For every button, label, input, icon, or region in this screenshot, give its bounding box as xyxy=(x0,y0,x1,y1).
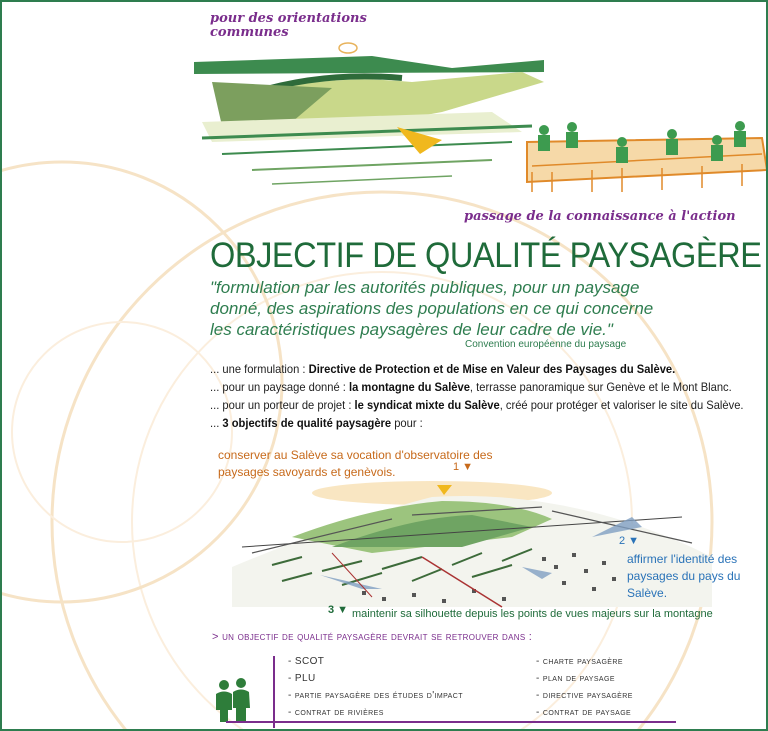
list-item: ... 3 objectifs de qualité paysagère pour : xyxy=(210,416,423,430)
definition-items xyxy=(210,360,755,432)
list-item: ... pour un paysage donné : la montagne du Salève, terrasse panoramique sur Genève et le Mont Blanc. xyxy=(210,380,732,394)
definition-quote: "formulation par les autorités publiques, pour un paysage donné, des aspirations des populations en ce qui concerne les caractéristiques paysagères de leur cadre de vie." xyxy=(210,278,654,339)
list-item: - directive paysagère xyxy=(536,690,633,701)
list-item: - contrat de paysage xyxy=(536,707,632,718)
objective-2-marker: 2 ▼ xyxy=(619,535,640,547)
objective-3-text: maintenir sa silhouette depuis les points de vues majeurs sur la montagne xyxy=(352,608,713,620)
list-item: - PLU xyxy=(288,673,316,684)
divider-horizontal xyxy=(226,721,676,723)
list-item: - plan de paysage xyxy=(536,673,615,684)
objective-2-text: affirmer l'identité des paysages du pays du Salève. xyxy=(627,552,741,600)
objective-1-marker: 1 ▼ xyxy=(453,461,474,473)
documents-list-right xyxy=(536,653,633,721)
landscape-meeting-illustration xyxy=(192,42,768,207)
quote-source: Convention européenne du paysage xyxy=(465,339,627,350)
header-subtitle-bottom: passage de la connaissance à l'action xyxy=(464,209,736,224)
list-item: - partie paysagère des études d'impact xyxy=(288,690,463,701)
list-item: ... une formulation : Directive de Protection et de Mise en Valeur des Paysages du Salève. xyxy=(210,362,676,376)
objective-3-marker: 3 ▼ xyxy=(328,604,349,616)
documents-list-left xyxy=(288,653,463,721)
list-item: - SCOT xyxy=(288,656,325,667)
header-subtitle-top: pour des orientations communes xyxy=(210,11,367,40)
objective-1-text: conserver au Salève sa vocation d'observatoire des paysages savoyards et genèvois. xyxy=(218,448,493,479)
list-item: - contrat de rivières xyxy=(288,707,384,718)
page-title: OBJECTIF DE QUALITÉ PAYSAGÈRE xyxy=(210,236,762,275)
bottom-heading: > un objectif de qualité paysagère devrait se retrouver dans : xyxy=(212,631,533,643)
list-item: ... pour un porteur de projet : le syndicat mixte du Salève, créé pour protéger et valoriser le site du Salève. xyxy=(210,398,744,412)
divider-vertical xyxy=(273,656,275,728)
people-icon xyxy=(212,678,254,722)
list-item: - charte paysagère xyxy=(536,656,623,667)
